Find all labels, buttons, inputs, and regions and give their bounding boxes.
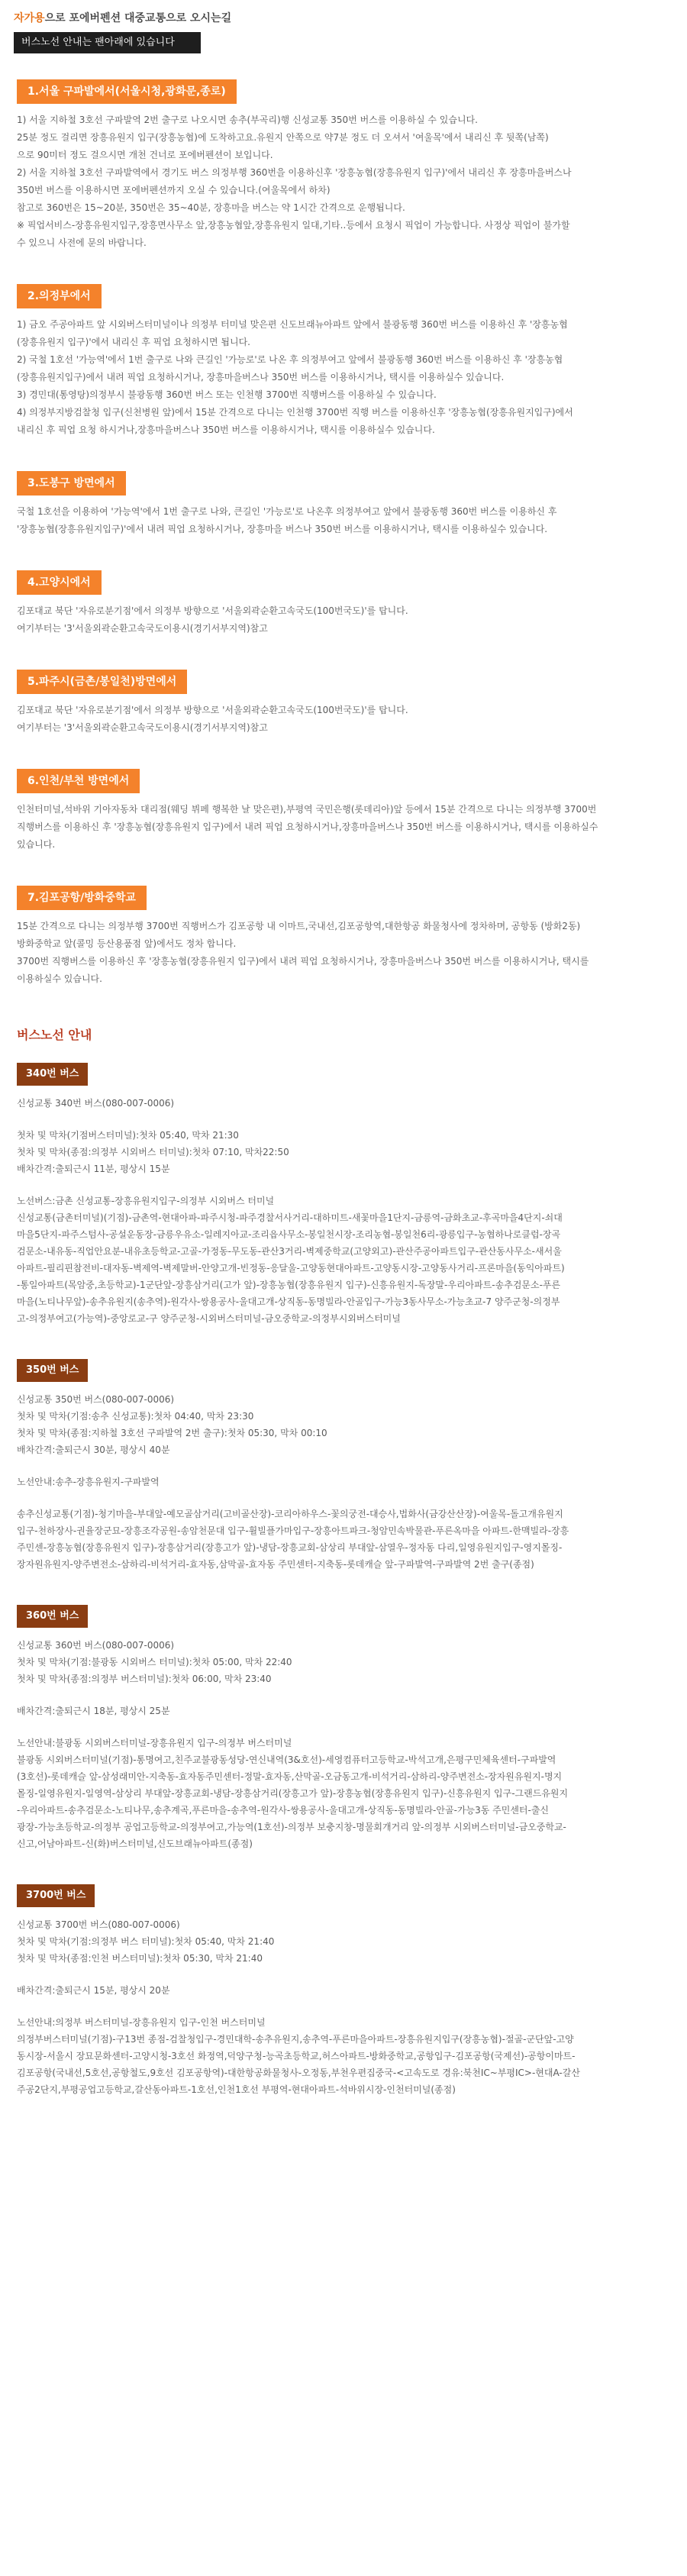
bus-route-line: 배차간격:출퇴근시 15분, 평상시 20분 — [17, 1985, 170, 1996]
bus-route-line: 첫차 및 막차(종점:의정부 버스터미널):첫차 06:00, 막차 23:40 — [17, 1674, 272, 1684]
title-rest: 으로 포에버펜션 대중교통으로 오시는길 — [44, 12, 232, 24]
direction-line: 15분 간격으로 다니는 의정부행 3700번 직행버스가 김포공항 내 이마트,국내선,김포공항역,대한항공 화물청사에 정차하며, 공항동 (방화2동) — [17, 921, 581, 931]
bus-route-block — [17, 1916, 670, 1967]
direction-body — [17, 702, 670, 737]
bus-route-line: 첫차 및 막차(기점:의정부 버스 터미널):첫차 05:40, 막차 21:40 — [17, 1936, 275, 1947]
direction-section — [17, 886, 670, 988]
direction-heading: 1.서울 구파발에서(서울시청,광화문,종로) — [17, 79, 237, 104]
direction-line: 직행버스를 이용하신 후 '장흥농협(장흥유원지 입구)에서 내려 픽업 요청하시거나,장흥마을버스나 350번 버스를 이용하시거나, 택시를 이용하실수 — [17, 822, 598, 832]
bus-route-line: 첫차 및 막차(기점버스터미널):첫차 05:40, 막차 21:30 — [17, 1130, 239, 1141]
subtitle-bar: 버스노선 안내는 팬아래에 있습니다 — [14, 32, 201, 53]
direction-heading: 3.도봉구 방면에서 — [17, 471, 126, 496]
bus-route-line: 동시장-서울시 장묘문화센터-고양시청-3호선 화정역,덕양구청-능곡초등학교,허스아파트-방화중학교,공항입구-김포공항(국제선)-공항이마트- — [17, 2051, 576, 2061]
bus-route-block — [17, 1193, 670, 1327]
bus-route-line: (3호선)-롯데캐슬 앞-삼성래미안-지축동-효자동주민센터-정말-효자동,산막골-오금동고개-비석거리-삼하리-양주변전소-장자원유원지-명지 — [17, 1771, 563, 1782]
bus-route-line: 노선안내:송추-장흥유원지-구파발역 — [17, 1477, 160, 1487]
bus-section-title: 버스노선 안내 — [17, 1028, 92, 1042]
title-accent: 자가용 — [14, 12, 45, 24]
bus-route-line: 첫차 및 막차(종점:의정부 시외버스 터미널):첫차 07:10, 막차22:50 — [17, 1147, 289, 1157]
bus-route-line: 아파트-필리핀참전비-대자동-벽제역-벽제말버-안양고개-빈정동-응달울-고양동현대아파트-고양동시장-고양동사거리-프론마을(동익아파트) — [17, 1263, 565, 1273]
bus-route-block — [17, 1735, 670, 1852]
bus-route-block — [17, 1637, 670, 1687]
bus-route-line: 주공2단지,부평공업고등학교,갈산동아파트-1호선,인천1호선 부평역-현대아파트-석바위시장-인천터미널(종점) — [17, 2084, 456, 2095]
direction-body — [17, 316, 670, 439]
direction-line: 있습니다. — [17, 839, 56, 850]
page-title — [14, 11, 673, 26]
bus-route-line: 첫차 및 막차(기점:불광동 시외버스 터미널):첫차 05:00, 막차 22:40 — [17, 1657, 292, 1667]
bus-route-section — [17, 1359, 670, 1573]
bus-route-block — [17, 1506, 670, 1573]
direction-line: 으로 90미터 정도 걸으시면 개천 건너로 포에버펜션이 보입니다. — [17, 150, 273, 160]
bus-route-line: 노선버스:금촌 신성교통-장흥유원지입구-의정부 시외버스 터미널 — [17, 1196, 275, 1206]
direction-body — [17, 111, 670, 252]
direction-section — [17, 79, 670, 252]
bus-route-line: 광장-가능초등학교-의정부 공업고등학교-의정부여고,가능역(1호선)-의정부 보충지창-명물회개거리 앞-의정부 시외버스터미널-금오중학교- — [17, 1822, 566, 1832]
bus-route-block — [17, 1474, 670, 1490]
bus-route-line: 마을(노티나무앞)-송추유원지(송추역)-원각사-쌍용공사-울대고개-상직동-동명빌라-안골입구-가능3동사무소-가능초교-7 양주군청-의정부 — [17, 1296, 560, 1307]
bus-route-section — [17, 1063, 670, 1327]
bus-route-line: 첫차 및 막차(종점:인천 버스터미널):첫차 05:30, 막차 21:40 — [17, 1953, 263, 1964]
direction-line: 1) 금오 주공아파트 앞 시외버스터미널이나 의정부 터미널 맞은편 신도브래뉴아파트 앞에서 불광동행 360번 버스를 이용하신 후 '장흥농협 — [17, 319, 568, 330]
direction-heading: 7.김포공항/방화중학교 — [17, 886, 147, 910]
bus-route-line: -우리아파트-송추검문소-노티나무,송추계곡,푸른마을-송추역-원각사-쌍용공사-울대고개-상직동-동명빌라-안골-가능3동 주민센터-출신 — [17, 1805, 550, 1816]
bus-route-line: 주민센-장흥농협(장흥유원지 입구)-장흥삼거리(장흥고가 앞)-냉담-장흥교회-삼상리 부대앞-삼열우-정자동 다리,일영유원지입구-영지몰징- — [17, 1542, 563, 1553]
direction-heading: 2.의정부에서 — [17, 284, 102, 308]
bus-route-line: 마을5단지-파주스텀사-공설운동장-금릉우유소-일레지아교-조리읍사무소-봉일천시장-조리농협-봉일천6리-광릉입구-농협하나로클럽-장곡 — [17, 1229, 561, 1240]
direction-line: 2) 서울 지하철 3호선 구파발역에서 경기도 버스 의정부행 360번을 이용하신후 '장흥농협(장흥유원지 입구)'에서 내리신 후 장흥마을버스나 — [17, 167, 572, 178]
bus-route-line: 검문소-내유동-직업안요분-내유초등학교-고골-가정동-무도동-관산3거리-벽제중학교(고양외고)-관산주공아파트입구-관산동사무소-새서울 — [17, 1246, 562, 1257]
direction-section — [17, 670, 670, 737]
direction-heading: 4.고양시에서 — [17, 570, 102, 595]
bus-route-badge: 340번 버스 — [17, 1063, 88, 1086]
direction-line: 김포대교 북단 '자유로분기점'에서 의정부 방향으로 '서울외곽순환고속국도(100번국도)'를 탑니다. — [17, 705, 408, 715]
bus-route-line: -통일아파트(목암중,초등학교)-1군단앞-장흥삼거리(고가 앞)-장흥농협(장흥유원지 입구)-신흥유원지-독장말-우리아파트-송추검문소-푸른 — [17, 1280, 561, 1290]
direction-line: 여기부터는 '3'서울외곽순환고속국도이용시(경기서부지역)참고 — [17, 623, 268, 634]
direction-line: (장흥유원지입구)에서 내려 픽업 요청하시거나, 장흥마을버스나 350번 버스를 이용하시거나, 택시를 이용하실수 있습니다. — [17, 372, 505, 383]
bus-route-line: 장자원유원지-양주변전소-삼하리-비석거리-효자동,삼막골-효자동 주민센터-지축동-롯데캐슬 앞-구파발역-구파발역 2번 출구(종점) — [17, 1559, 534, 1570]
direction-body — [17, 918, 670, 988]
bus-route-line: 몰징-일영유원지-일영역-삼상리 부대앞-장흥교회-냉담-장흥삼거리(장흥고가 앞)-장흥농협(장흥유원지 입구)-신흥유원지 입구-그랜드유원지 — [17, 1788, 569, 1799]
bus-route-block — [17, 1095, 670, 1112]
bus-routes-list — [0, 1063, 687, 2098]
direction-section — [17, 570, 670, 638]
direction-line: 1) 서울 지하철 3호선 구파발역 2번 출구로 나오시면 송추(부곡리)행 신성교통 350번 버스를 이용하실 수 있습니다. — [17, 115, 478, 125]
bus-route-line: 노선안내:의정부 버스터미널-장흥유원지 입구-인천 버스터미널 — [17, 2017, 266, 2028]
bus-route-line: 노선안내:불광동 시외버스터미널-장흥유원지 입구-의정부 버스터미널 — [17, 1738, 292, 1748]
bus-route-line: 배차간격:출퇴근시 30분, 평상시 40분 — [17, 1445, 170, 1455]
direction-line: 4) 의정부지방검찰청 입구(신천병원 앞)에서 15분 간격으로 다니는 인천행 3700번 직행 버스를 이용하신후 '장흥농협(장흥유원지입구)에서 — [17, 407, 573, 418]
bus-route-line: 의정부버스터미널(기점)-구13번 종점-검찰청입구-경민대학-송추유원지,송추역-푸른마을아파트-장흥유원지입구(장흥농협)-절골-군단앞-고양 — [17, 2034, 574, 2045]
direction-line: 여기부터는 '3'서울외곽순환고속국도이용시(경기서부지역)참고 — [17, 722, 268, 733]
bus-route-block — [17, 1982, 670, 1999]
bus-route-line: 입구-천하장사-권율장군묘-장흥조각공원-송암천문대 입구-휠빌플가마입구-장흥아트파크-청암민속박물관-푸른옥마을 아파트-한맥빌라-장흥 — [17, 1525, 569, 1536]
direction-body — [17, 602, 670, 638]
direction-line: 국철 1호선을 이용하여 '가능역'에서 1번 출구로 나와, 큰길인 '가능로'로 나온후 의정부여고 앞에서 불광동행 360번 버스를 이용하신 후 — [17, 506, 557, 517]
bus-route-line: 첫차 및 막차(종점:지하철 3호선 구파발역 2번 출구):첫차 05:30, 막차 00:10 — [17, 1428, 327, 1438]
bus-route-badge: 360번 버스 — [17, 1605, 88, 1628]
direction-line: 방화중학교 앞(콜밍 등산용품점 앞)에서도 정차 합니다. — [17, 938, 237, 949]
direction-body — [17, 503, 670, 538]
direction-heading: 5.파주시(금촌/봉일천)방면에서 — [17, 670, 187, 694]
bus-route-line: 불광동 시외버스터미널(기점)-통명여고,친주교불광동성당-연신내역(3&호선)-세영컴퓨터고등학교-박석고개,은평구민체육센터-구파발역 — [17, 1754, 556, 1765]
direction-line: 3700번 직행버스를 이용하신 후 '장흥농협(장흥유원지 입구)에서 내려 픽업 요청하시거나, 장흥마을버스나 350번 버스를 이용하시거나, 택시를 — [17, 956, 589, 967]
direction-line: 수 있으니 사전에 문의 바랍니다. — [17, 237, 147, 248]
bus-route-line: 김포공항(국내선,5호선,공항철도,9호선 김포공항역)-대한항공화물청사-오정동,부천우편집중국-<고속도로 경유:북천IC~부평IC>-현대A-갈산 — [17, 2068, 580, 2078]
bus-route-line: 신고,어남아파트-신(화)버스터미널,신도브래뉴아파트(종점) — [17, 1838, 253, 1849]
bus-route-line: 신성교통 3700번 버스(080-007-0006) — [17, 1919, 180, 1930]
bus-route-line: 신성교통 350번 버스(080-007-0006) — [17, 1394, 175, 1405]
direction-line: 3) 경민대(통영탕)의정부시 불광동행 360번 버스 또는 인천행 3700번 직행버스를 이용하실 수 있습니다. — [17, 389, 437, 400]
bus-route-line: 첫차 및 막차(기점:송추 신성교통):첫차 04:40, 막차 23:30 — [17, 1411, 254, 1422]
page-header — [0, 0, 687, 53]
direction-line: (장흥유원지 입구)'에서 내리신 후 픽업 요청하시면 됩니다. — [17, 337, 250, 347]
direction-heading: 6.인천/부천 방면에서 — [17, 769, 140, 793]
direction-line: 인천터미널,석바위 기아자동차 대리점(웨딩 뷔페 행복한 날 맞은편),부평역 국민은행(롯데리아)앞 등에서 15분 간격으로 다니는 의정부행 3700번 — [17, 804, 597, 815]
bus-route-section — [17, 1884, 670, 2098]
bus-route-block — [17, 2014, 670, 2098]
direction-line: '장흥농협(장흥유원지입구)'에서 내려 픽업 요청하시거나, 장흥마을 버스나 350번 버스를 이용하시거나, 택시를 이용하실수 있습니다. — [17, 524, 548, 534]
bus-route-line: 신성교통 360번 버스(080-007-0006) — [17, 1640, 175, 1651]
directions-list — [0, 79, 687, 988]
direction-line: 25분 정도 걸리면 장흥유원지 입구(장흥농협)에 도착하고요.유원지 안쪽으로 약7분 정도 더 오셔서 '여울목'에서 내리신 후 뒷쪽(남쪽) — [17, 132, 549, 143]
direction-line: 이용하실수 있습니다. — [17, 973, 102, 984]
direction-section — [17, 769, 670, 854]
bus-route-badge: 350번 버스 — [17, 1359, 88, 1382]
direction-line: 2) 국철 1호선 '가능역'에서 1번 출구로 나와 큰길인 '가능로'로 나온 후 의정부여고 앞에서 불광동행 360번 버스를 이용하신 후 '장흥농협 — [17, 354, 563, 365]
bus-route-block — [17, 1127, 670, 1177]
bus-route-line: 송추신성교통(기점)-청기마을-부대앞-예모골삼거리(고비골산장)-코리아하우스-꽃의궁전-대승사,법화사(금강산산장)-여울목-돌고개유원지 — [17, 1509, 563, 1519]
direction-line: 350번 버스를 이용하시면 포에버펜션까지 오실 수 있습니다.(여울목에서 하차) — [17, 185, 331, 195]
direction-line: ※ 픽업서비스-장흥유원지입구,장흥면사무소 앞,장흥농협앞,장흥유원지 일대,기타..등에서 요청시 픽업이 가능합니다. 사정상 픽업이 불가할 — [17, 220, 570, 231]
direction-line: 내리신 후 픽업 요청 하시거나,장흥마을버스나 350번 버스를 이용하시거나, 택시를 이용하실수 있습니다. — [17, 424, 435, 435]
bus-route-block — [17, 1703, 670, 1719]
bus-route-section — [17, 1605, 670, 1852]
bus-route-line: 배차간격:출퇴근시 11분, 평상시 15분 — [17, 1164, 170, 1174]
direction-section — [17, 471, 670, 538]
bus-route-line: 고-의정부여고(가능역)-중앙로교-구 양주군청-시외버스터미널-금오중학교-의정부시외버스터미널 — [17, 1313, 401, 1324]
direction-body — [17, 801, 670, 854]
bus-route-line: 신성교통 340번 버스(080-007-0006) — [17, 1098, 175, 1109]
bus-route-block — [17, 1391, 670, 1458]
bus-route-line: 신성교통(금촌터미널)(기점)-금촌역-현대아파-파주시청-파주경찰서사거리-대하미트-새꽃마을1단지-금릉역-금화초교-후곡마을4단지-쇠대 — [17, 1212, 563, 1223]
direction-section — [17, 284, 670, 439]
direction-line: 김포대교 북단 '자유로분기점'에서 의정부 방향으로 '서울외곽순환고속국도(100번국도)'를 탑니다. — [17, 605, 408, 616]
bus-route-badge: 3700번 버스 — [17, 1884, 95, 1907]
direction-line: 참고로 360번은 15~20분, 350번은 35~40분, 장흥마을 버스는 약 1시간 간격으로 운행됩니다. — [17, 202, 405, 213]
bus-route-line: 배차간격:출퇴근시 18분, 평상시 25분 — [17, 1706, 170, 1716]
